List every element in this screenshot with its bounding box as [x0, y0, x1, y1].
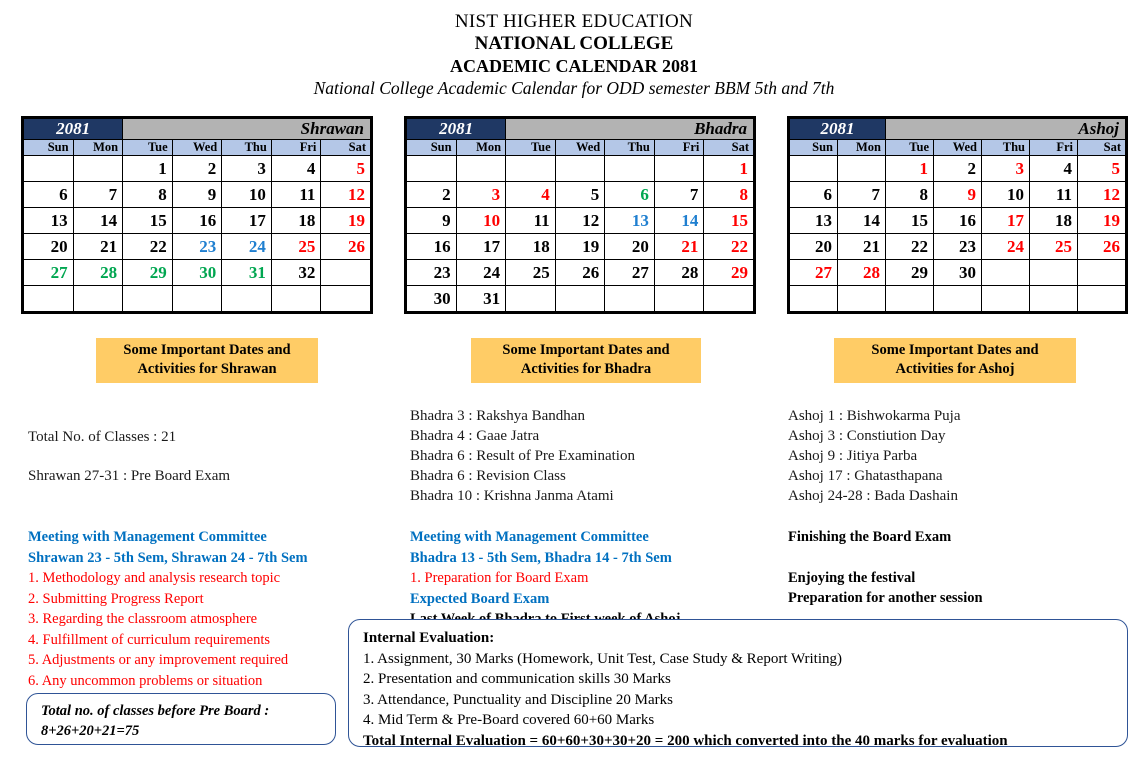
dow-header-sun: Sun	[790, 140, 838, 156]
calendar-week-row	[24, 156, 371, 182]
calendar-day-cell[interactable]: 30	[407, 286, 457, 312]
calendar-day-cell[interactable]: 17	[456, 234, 506, 260]
calendar-month-label: Bhadra	[506, 119, 754, 140]
calendar-empty-cell	[73, 286, 123, 312]
calendar-day-cell[interactable]: 6	[790, 182, 838, 208]
calendar-week-row	[407, 182, 754, 208]
calendar-day-cell[interactable]: 17	[222, 208, 272, 234]
preboard-exam-text: Shrawan 27-31 : Pre Board Exam	[28, 468, 231, 484]
total-classes-box-line2: 8+26+20+21=75	[41, 723, 140, 739]
list-item: Ashoj 17 : Ghatasthapana	[788, 468, 943, 484]
calendar-day-cell[interactable]: 24	[982, 234, 1030, 260]
banner-ashoj	[834, 338, 1076, 383]
calendar-day-cell[interactable]: 30	[934, 260, 982, 286]
calendar-day-cell[interactable]: 17	[982, 208, 1030, 234]
calendar-day-cell[interactable]: 10	[222, 182, 272, 208]
calendar-week-row	[407, 286, 754, 312]
calendar-week-row	[790, 234, 1126, 260]
calendar-empty-cell	[407, 156, 457, 182]
banner-shrawan-line2: Activities for Shrawan	[137, 361, 277, 377]
notes-shrawan-heading1: Meeting with Management Committee	[28, 529, 267, 545]
calendar-week-row	[407, 234, 754, 260]
calendar-day-cell[interactable]: 14	[73, 208, 123, 234]
calendar-day-cell[interactable]: 7	[73, 182, 123, 208]
list-item: Bhadra 6 : Result of Pre Examination	[410, 448, 635, 464]
list-item: 2. Presentation and communication skills 30 Marks	[363, 671, 671, 687]
calendar-day-cell[interactable]: 26	[1078, 234, 1126, 260]
calendars-row	[0, 116, 1148, 331]
calendar-day-cell[interactable]: 25	[1030, 234, 1078, 260]
calendar-day-cell[interactable]: 22	[886, 234, 934, 260]
calendar-empty-cell	[790, 156, 838, 182]
calendar-day-cell[interactable]: 29	[123, 260, 173, 286]
banner-shrawan	[96, 338, 318, 383]
calendar-empty-cell	[73, 156, 123, 182]
calendar-day-cell[interactable]: 12	[555, 208, 605, 234]
calendar-day-cell[interactable]: 13	[790, 208, 838, 234]
calendar-week-row	[24, 286, 371, 312]
calendar-day-cell[interactable]: 25	[271, 234, 321, 260]
events-list-ashoj	[788, 406, 1128, 506]
dow-header-mon: Mon	[456, 140, 506, 156]
calendar-empty-cell	[886, 286, 934, 312]
calendar-empty-cell	[321, 260, 371, 286]
calendar-day-cell[interactable]: 10	[456, 208, 506, 234]
finishing-board-exam: Finishing the Board Exam	[788, 529, 952, 545]
calendar-day-cell[interactable]: 16	[934, 208, 982, 234]
enjoying-festival: Enjoying the festival	[788, 569, 916, 586]
calendar-day-cell[interactable]: 12	[321, 182, 371, 208]
calendar-day-cell[interactable]: 5	[1078, 156, 1126, 182]
dow-header-tue: Tue	[123, 140, 173, 156]
calendar-week-row	[407, 156, 754, 182]
calendar-empty-cell	[605, 286, 655, 312]
calendar-table-shrawan	[23, 118, 371, 312]
banner-bhadra-line2: Activities for Bhadra	[520, 361, 652, 377]
total-classes-text: Total No. of Classes : 21	[28, 429, 177, 445]
calendar-day-cell[interactable]: 4	[506, 182, 556, 208]
calendar-day-cell[interactable]: 29	[886, 260, 934, 286]
calendar-day-cell[interactable]: 2	[934, 156, 982, 182]
list-item: 1. Methodology and analysis research topic	[28, 570, 281, 586]
calendar-day-cell[interactable]: 26	[321, 234, 371, 260]
calendar-day-cell[interactable]: 18	[1030, 208, 1078, 234]
list-item: 3. Regarding the classroom atmosphere	[28, 611, 258, 627]
dow-header-sat: Sat	[704, 140, 754, 156]
calendar-day-cell[interactable]: 20	[605, 234, 655, 260]
total-classes-box-line1: Total no. of classes before Pre Board :	[41, 703, 270, 719]
calendar-day-cell[interactable]: 20	[24, 234, 74, 260]
college-name: NATIONAL COLLEGE	[474, 33, 674, 54]
calendar-day-cell[interactable]: 9	[172, 182, 222, 208]
dow-header-wed: Wed	[172, 140, 222, 156]
calendar-day-cell[interactable]: 31	[222, 260, 272, 286]
calendar-empty-cell	[506, 156, 556, 182]
calendar-day-cell[interactable]: 11	[271, 182, 321, 208]
calendar-day-cell[interactable]: 9	[407, 208, 457, 234]
document-header	[0, 0, 1148, 100]
calendar-day-cell[interactable]: 11	[506, 208, 556, 234]
institution-name: NIST HIGHER EDUCATION	[454, 11, 694, 32]
dow-header-tue: Tue	[886, 140, 934, 156]
calendar-day-cell[interactable]: 8	[886, 182, 934, 208]
calendar-ashoj	[787, 116, 1128, 314]
notes-shrawan-heading2: Shrawan 23 - 5th Sem, Shrawan 24 - 7th Sem	[28, 549, 308, 566]
notes-bhadra-heading2: Bhadra 13 - 5th Sem, Bhadra 14 - 7th Sem	[410, 549, 672, 566]
dow-header-fri: Fri	[1030, 140, 1078, 156]
calendar-day-cell[interactable]: 1	[704, 156, 754, 182]
calendar-day-cell[interactable]: 14	[654, 208, 704, 234]
calendar-week-row	[790, 286, 1126, 312]
list-item: Bhadra 4 : Gaae Jatra	[410, 428, 540, 444]
list-item: 5. Adjustments or any improvement required	[28, 652, 289, 668]
calendar-day-cell[interactable]: 9	[934, 182, 982, 208]
list-item: Bhadra 3 : Rakshya Bandhan	[410, 408, 585, 424]
dow-header-tue: Tue	[506, 140, 556, 156]
page-title: ACADEMIC CALENDAR 2081	[449, 56, 698, 76]
list-item: 6. Any uncommon problems or situation	[28, 672, 263, 689]
dow-header-wed: Wed	[555, 140, 605, 156]
calendar-empty-cell	[838, 286, 886, 312]
calendar-empty-cell	[704, 286, 754, 312]
list-item: 1. Preparation for Board Exam	[410, 570, 589, 586]
notes-ashoj	[788, 527, 1118, 609]
calendar-dow-row	[24, 140, 371, 156]
calendar-empty-cell	[24, 156, 74, 182]
calendar-day-cell[interactable]: 4	[271, 156, 321, 182]
list-item: Ashoj 1 : Bishwokarma Puja	[788, 408, 961, 424]
calendar-title-row	[790, 119, 1126, 140]
calendar-empty-cell	[1030, 286, 1078, 312]
calendar-day-cell[interactable]: 6	[24, 182, 74, 208]
calendar-shrawan	[21, 116, 373, 314]
calendar-year-label: 2081	[407, 119, 506, 140]
calendar-day-cell[interactable]: 19	[321, 208, 371, 234]
calendar-day-cell[interactable]: 19	[555, 234, 605, 260]
calendar-month-label: Shrawan	[123, 119, 371, 140]
calendar-empty-cell	[1078, 260, 1126, 286]
calendar-empty-cell	[982, 286, 1030, 312]
calendar-day-cell[interactable]: 31	[456, 286, 506, 312]
calendar-day-cell[interactable]: 15	[704, 208, 754, 234]
dow-header-fri: Fri	[271, 140, 321, 156]
calendar-year-label: 2081	[24, 119, 123, 140]
calendar-day-cell[interactable]: 16	[172, 208, 222, 234]
calendar-dow-row	[790, 140, 1126, 156]
calendar-year-label: 2081	[790, 119, 886, 140]
list-item: 1. Assignment, 30 Marks (Homework, Unit Test, Case Study & Report Writing)	[363, 650, 843, 667]
dow-header-fri: Fri	[654, 140, 704, 156]
calendar-day-cell[interactable]: 24	[456, 260, 506, 286]
calendar-day-cell[interactable]: 22	[704, 234, 754, 260]
calendar-day-cell[interactable]: 10	[982, 182, 1030, 208]
dow-header-sun: Sun	[407, 140, 457, 156]
calendar-empty-cell	[934, 286, 982, 312]
internal-evaluation-box	[348, 619, 1128, 747]
dow-header-thu: Thu	[605, 140, 655, 156]
banner-bhadra	[471, 338, 701, 383]
calendar-day-cell[interactable]: 13	[24, 208, 74, 234]
internal-evaluation-title: Internal Evaluation:	[363, 630, 495, 646]
list-item: Ashoj 9 : Jitiya Parba	[788, 448, 918, 464]
calendar-table-ashoj	[789, 118, 1126, 312]
calendar-empty-cell	[24, 286, 74, 312]
calendar-title-row	[24, 119, 371, 140]
calendar-day-cell[interactable]: 19	[1078, 208, 1126, 234]
calendar-day-cell[interactable]: 1	[886, 156, 934, 182]
calendar-week-row	[24, 208, 371, 234]
calendar-empty-cell	[222, 286, 272, 312]
calendar-week-row	[790, 182, 1126, 208]
calendar-day-cell[interactable]: 15	[886, 208, 934, 234]
calendar-day-cell[interactable]: 26	[555, 260, 605, 286]
subtitle: National College Academic Calendar for ODD semester BBM 5th and 7th	[313, 78, 835, 98]
calendar-day-cell[interactable]: 32	[271, 260, 321, 286]
calendar-empty-cell	[555, 156, 605, 182]
calendar-week-row	[24, 234, 371, 260]
calendar-day-cell[interactable]: 23	[407, 260, 457, 286]
calendar-day-cell[interactable]: 27	[790, 260, 838, 286]
calendar-day-cell[interactable]: 23	[934, 234, 982, 260]
calendar-empty-cell	[555, 286, 605, 312]
calendar-dow-row	[407, 140, 754, 156]
calendar-empty-cell	[1078, 286, 1126, 312]
calendar-day-cell[interactable]: 28	[838, 260, 886, 286]
list-item: Ashoj 24-28 : Bada Dashain	[788, 488, 958, 504]
calendar-table-bhadra	[406, 118, 754, 312]
calendar-empty-cell	[271, 286, 321, 312]
calendar-empty-cell	[790, 286, 838, 312]
calendar-day-cell[interactable]: 15	[123, 208, 173, 234]
calendar-empty-cell	[506, 286, 556, 312]
banner-shrawan-line1: Some Important Dates and	[123, 342, 291, 358]
calendar-day-cell[interactable]: 3	[222, 156, 272, 182]
dow-header-sun: Sun	[24, 140, 74, 156]
dow-header-sat: Sat	[1078, 140, 1126, 156]
calendar-day-cell[interactable]: 13	[605, 208, 655, 234]
calendar-day-cell[interactable]: 5	[321, 156, 371, 182]
total-classes-box	[26, 693, 336, 745]
notes-shrawan	[28, 527, 368, 691]
calendar-day-cell[interactable]: 8	[123, 182, 173, 208]
banner-ashoj-line2: Activities for Ashoj	[895, 361, 1015, 377]
calendar-empty-cell	[605, 156, 655, 182]
calendar-week-row	[24, 260, 371, 286]
calendar-empty-cell	[654, 156, 704, 182]
list-item: 4. Mid Term & Pre-Board covered 60+60 Marks	[363, 712, 655, 728]
calendar-day-cell[interactable]: 18	[506, 234, 556, 260]
calendar-day-cell[interactable]: 14	[838, 208, 886, 234]
calendar-day-cell[interactable]: 8	[704, 182, 754, 208]
banner-ashoj-line1: Some Important Dates and	[871, 342, 1039, 358]
calendar-day-cell[interactable]: 2	[407, 182, 457, 208]
list-item: Ashoj 3 : Constiution Day	[788, 428, 946, 444]
calendar-day-cell[interactable]: 29	[704, 260, 754, 286]
dow-header-mon: Mon	[838, 140, 886, 156]
calendar-month-label: Ashoj	[886, 119, 1126, 140]
calendar-empty-cell	[123, 286, 173, 312]
calendar-day-cell[interactable]: 18	[271, 208, 321, 234]
calendar-day-cell[interactable]: 27	[605, 260, 655, 286]
dow-header-sat: Sat	[321, 140, 371, 156]
calendar-week-row	[24, 182, 371, 208]
banner-bhadra-line1: Some Important Dates and	[502, 342, 670, 358]
calendar-day-cell[interactable]: 28	[73, 260, 123, 286]
dow-header-wed: Wed	[934, 140, 982, 156]
calendar-day-cell[interactable]: 16	[407, 234, 457, 260]
calendar-day-cell[interactable]: 3	[982, 156, 1030, 182]
calendar-title-row	[407, 119, 754, 140]
dow-header-mon: Mon	[73, 140, 123, 156]
calendar-day-cell[interactable]: 21	[73, 234, 123, 260]
calendar-week-row	[790, 260, 1126, 286]
internal-evaluation-total: Total Internal Evaluation = 60+60+30+30+20 = 200 which converted into the 40 marks for evaluation	[363, 732, 1008, 749]
calendar-day-cell[interactable]: 25	[506, 260, 556, 286]
calendar-week-row	[790, 208, 1126, 234]
calendar-day-cell[interactable]: 24	[222, 234, 272, 260]
calendar-empty-cell	[456, 156, 506, 182]
spacer	[788, 548, 1118, 568]
calendar-day-cell[interactable]: 20	[790, 234, 838, 260]
list-item: 3. Attendance, Punctuality and Discipline 20 Marks	[363, 691, 673, 708]
preparation-next-session: Preparation for another session	[788, 590, 983, 606]
calendar-empty-cell	[982, 260, 1030, 286]
calendar-day-cell[interactable]: 5	[555, 182, 605, 208]
list-item: Bhadra 6 : Revision Class	[410, 468, 566, 484]
calendar-day-cell[interactable]: 2	[172, 156, 222, 182]
list-item: 2. Submitting Progress Report	[28, 590, 204, 607]
expected-board-exam: Expected Board Exam	[410, 590, 550, 607]
events-list-bhadra	[410, 406, 770, 506]
dow-header-thu: Thu	[222, 140, 272, 156]
calendar-day-cell[interactable]: 7	[654, 182, 704, 208]
calendar-empty-cell	[321, 286, 371, 312]
calendar-day-cell[interactable]: 3	[456, 182, 506, 208]
notes-bhadra-heading1: Meeting with Management Committee	[410, 529, 649, 545]
notes-bhadra	[410, 527, 780, 630]
calendar-day-cell[interactable]: 27	[24, 260, 74, 286]
calendar-empty-cell	[654, 286, 704, 312]
list-item: Bhadra 10 : Krishna Janma Atami	[410, 488, 614, 504]
calendar-day-cell[interactable]: 1	[123, 156, 173, 182]
calendar-empty-cell	[172, 286, 222, 312]
calendar-day-cell[interactable]: 21	[654, 234, 704, 260]
calendar-day-cell[interactable]: 12	[1078, 182, 1126, 208]
calendar-week-row	[407, 260, 754, 286]
calendar-day-cell[interactable]: 11	[1030, 182, 1078, 208]
calendar-empty-cell	[1030, 260, 1078, 286]
calendar-day-cell[interactable]: 22	[123, 234, 173, 260]
calendar-bhadra	[404, 116, 756, 314]
calendar-week-row	[407, 208, 754, 234]
calendar-week-row	[790, 156, 1126, 182]
calendar-day-cell[interactable]: 28	[654, 260, 704, 286]
calendar-empty-cell	[838, 156, 886, 182]
calendar-day-cell[interactable]: 6	[605, 182, 655, 208]
calendar-day-cell[interactable]: 23	[172, 234, 222, 260]
calendar-day-cell[interactable]: 21	[838, 234, 886, 260]
calendar-day-cell[interactable]: 30	[172, 260, 222, 286]
calendar-day-cell[interactable]: 7	[838, 182, 886, 208]
list-item: 4. Fulfillment of curriculum requirements	[28, 631, 271, 648]
dow-header-thu: Thu	[982, 140, 1030, 156]
calendar-day-cell[interactable]: 4	[1030, 156, 1078, 182]
